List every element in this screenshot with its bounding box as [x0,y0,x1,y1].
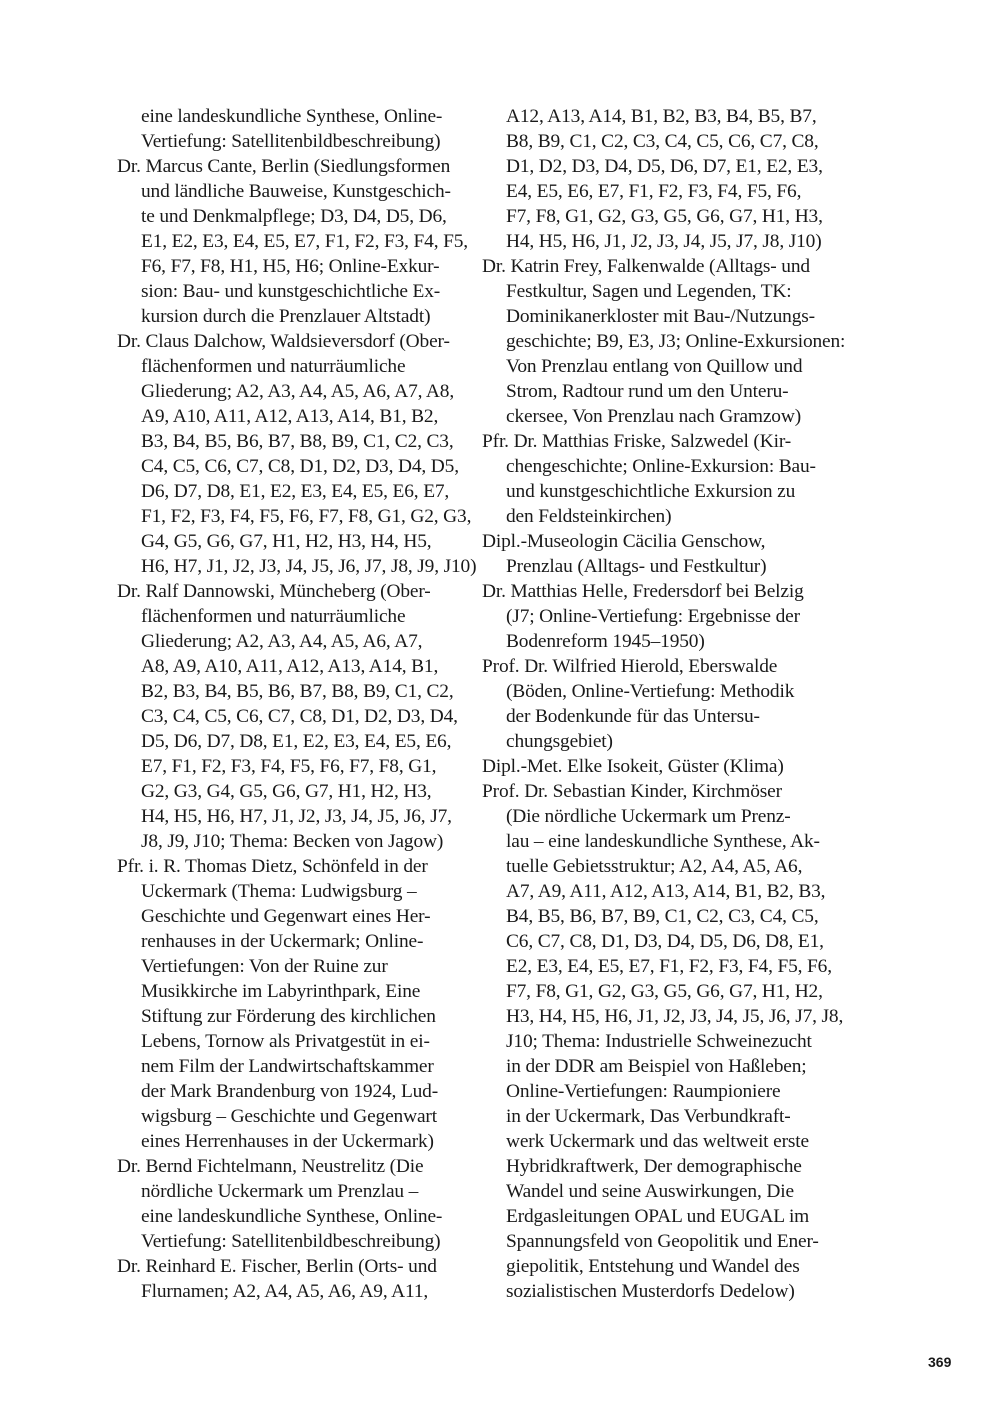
contributor-entry-line: E1, E2, E3, E4, E5, E7, F1, F2, F3, F4, F5, [141,231,468,252]
contributor-entry-line: nördliche Uckermark um Prenzlau – [141,1181,419,1202]
contributor-entry-line: D6, D7, D8, E1, E2, E3, E4, E5, E6, E7, [141,481,450,502]
contributor-entry-line: Von Prenzlau entlang von Quillow und [506,356,803,377]
contributor-entry-start: Prof. Dr. Wilfried Hierold, Eberswalde [482,656,778,677]
contributor-entry-start: Dr. Claus Dalchow, Waldsieversdorf (Ober- [117,331,450,352]
contributor-entry-line: lau – eine landeskundliche Synthese, Ak- [506,831,820,852]
contributor-entry-line: B2, B3, B4, B5, B6, B7, B8, B9, C1, C2, [141,681,454,702]
contributor-entry-start: Dr. Bernd Fichtelmann, Neustrelitz (Die [117,1156,424,1177]
contributor-entry-line: Gliederung; A2, A3, A4, A5, A6, A7, A8, [141,381,455,402]
right-column [482,104,846,1304]
contributor-entry-line: chengeschichte; Online-Exkursion: Bau- [506,456,816,477]
contributor-entry-line: tuelle Gebietsstruktur; A2, A4, A5, A6, [506,856,803,877]
contributor-entry-line: A7, A9, A11, A12, A13, A14, B1, B2, B3, [506,881,826,902]
contributor-entry-line: kursion durch die Prenzlauer Altstadt) [141,306,431,327]
contributor-entry-line: Hybridkraftwerk, Der demographische [506,1156,802,1177]
contributor-entry-line: in der Uckermark, Das Verbundkraft- [506,1106,791,1127]
contributor-entry-line: E2, E3, E4, E5, E7, F1, F2, F3, F4, F5, F6, [506,956,832,977]
contributor-entry-line: D5, D6, D7, D8, E1, E2, E3, E4, E5, E6, [141,731,452,752]
contributor-entry-line: und ländliche Bauweise, Kunstgeschich- [141,181,451,202]
contributor-entry-line: (Die nördliche Uckermark um Prenz- [506,806,791,827]
contributor-entry-line: sozialistischen Musterdorfs Dedelow) [506,1281,795,1302]
contributor-entry-line: E4, E5, E6, E7, F1, F2, F3, F4, F5, F6, [506,181,802,202]
contributor-entry-start: Dr. Marcus Cante, Berlin (Siedlungsformen [117,156,451,177]
contributor-entry-line: te und Denkmalpflege; D3, D4, D5, D6, [141,206,447,227]
contributor-entry-line: E7, F1, F2, F3, F4, F5, F6, F7, F8, G1, [141,756,437,777]
contributor-entry-line: F7, F8, G1, G2, G3, G5, G6, G7, H1, H3, [506,206,823,227]
contributor-entry-line: Geschichte und Gegenwart eines Her- [141,906,431,927]
contributor-entry-line: nem Film der Landwirtschaftskammer [141,1056,434,1077]
contributor-entry-line: Dominikanerkloster mit Bau-/Nutzungs- [506,306,815,327]
contributor-entry-line: A8, A9, A10, A11, A12, A13, A14, B1, [141,656,439,677]
contributor-entry-line: Uckermark (Thema: Ludwigsburg – [141,881,417,902]
contributor-entry-start: Pfr. i. R. Thomas Dietz, Schönfeld in der [117,856,428,877]
contributor-entry-line: F7, F8, G1, G2, G3, G5, G6, G7, H1, H2, [506,981,823,1002]
contributor-entry-line: giepolitik, Entstehung und Wandel des [506,1256,800,1277]
contributor-entry-line: werk Uckermark und das weltweit erste [506,1131,809,1152]
contributor-entry-line: (J7; Online-Vertiefung: Ergebnisse der [506,606,800,627]
contributor-entry-start: Dr. Katrin Frey, Falkenwalde (Alltags- und [482,256,810,277]
contributor-entry-line: H4, H5, H6, H7, J1, J2, J3, J4, J5, J6, J7, [141,806,452,827]
contributor-entry-line: Strom, Radtour rund um den Unteru- [506,381,789,402]
contributor-entry-line: C6, C7, C8, D1, D3, D4, D5, D6, D8, E1, [506,931,824,952]
contributor-entry-line: geschichte; B9, E3, J3; Online-Exkursionen: [506,331,846,352]
contributor-entry-line: wigsburg – Geschichte und Gegenwart [141,1106,437,1127]
contributor-entry-line: B8, B9, C1, C2, C3, C4, C5, C6, C7, C8, [506,131,819,152]
page-number: 369 [928,1354,952,1370]
contributor-entry-line: Prenzlau (Alltags- und Festkultur) [506,556,767,577]
contributor-entry-line: A12, A13, A14, B1, B2, B3, B4, B5, B7, [506,106,817,127]
left-column [117,104,477,1304]
contributor-entry-line: ckersee, Von Prenzlau nach Gramzow) [506,406,802,427]
contributor-entry-line: F1, F2, F3, F4, F5, F6, F7, F8, G1, G2, G3, [141,506,472,527]
contributor-entry-line: Spannungsfeld von Geopolitik und Ener- [506,1231,819,1252]
contributor-entry-line: Vertiefungen: Von der Ruine zur [141,956,388,977]
contributor-entry-line: Festkultur, Sagen und Legenden, TK: [506,281,792,302]
contributor-entry-start: Dipl.-Museologin Cäcilia Genschow, [482,531,766,552]
contributor-entry-line: B3, B4, B5, B6, B7, B8, B9, C1, C2, C3, [141,431,454,452]
contributor-entry-line: Lebens, Tornow als Privatgestüt in ei- [141,1031,430,1052]
contributor-entry-line: und kunstgeschichtliche Exkursion zu [506,481,796,502]
contributor-entry-line: H6, H7, J1, J2, J3, J4, J5, J6, J7, J8, J9, J10) [141,556,477,577]
contributor-entry-start: Pfr. Dr. Matthias Friske, Salzwedel (Kir- [482,431,792,452]
contributor-entry-line: den Feldsteinkirchen) [506,506,672,527]
contributor-entry-line: Gliederung; A2, A3, A4, A5, A6, A7, [141,631,423,652]
contributor-entry-line: renhauses in der Uckermark; Online- [141,931,424,952]
contributor-entry-line: H3, H4, H5, H6, J1, J2, J3, J4, J5, J6, J7, J8, [506,1006,844,1027]
contributor-entry-line: sion: Bau- und kunstgeschichtliche Ex- [141,281,441,302]
contributor-entry-line: F6, F7, F8, H1, H5, H6; Online-Exkur- [141,256,440,277]
contributor-entry-line: C3, C4, C5, C6, C7, C8, D1, D2, D3, D4, [141,706,458,727]
contributor-entry-line: G4, G5, G6, G7, H1, H2, H3, H4, H5, [141,531,432,552]
contributor-entry-line: Vertiefung: Satellitenbildbeschreibung) [141,1231,441,1252]
contributor-entry-line: Bodenreform 1945–1950) [506,631,705,652]
contributor-entry-start: Dr. Matthias Helle, Fredersdorf bei Belzig [482,581,804,602]
contributor-entry-line: der Bodenkunde für das Untersu- [506,706,760,727]
contributor-entry-line: B4, B5, B6, B7, B9, C1, C2, C3, C4, C5, [506,906,819,927]
contributor-entry-start: Dr. Ralf Dannowski, Müncheberg (Ober- [117,581,431,602]
contributor-entry-line: Wandel und seine Auswirkungen, Die [506,1181,794,1202]
contributor-entry-line: Erdgasleitungen OPAL und EUGAL im [506,1206,810,1227]
contributor-entry-line: eine landeskundliche Synthese, Online- [141,106,443,127]
contributor-entry-line: der Mark Brandenburg von 1924, Lud- [141,1081,439,1102]
contributor-entry-line: flächenformen und naturräumliche [141,356,406,377]
contributor-entry-line: Flurnamen; A2, A4, A5, A6, A9, A11, [141,1281,429,1302]
contributor-entry-line: Musikkirche im Labyrinthpark, Eine [141,981,421,1002]
contributor-entry-start: Dr. Reinhard E. Fischer, Berlin (Orts- und [117,1256,437,1277]
contributor-entry-line: (Böden, Online-Vertiefung: Methodik [506,681,795,702]
contributor-entry-line: A9, A10, A11, A12, A13, A14, B1, B2, [141,406,439,427]
contributor-entry-line: J10; Thema: Industrielle Schweinezucht [506,1031,812,1052]
contributor-entry-line: C4, C5, C6, C7, C8, D1, D2, D3, D4, D5, [141,456,459,477]
contributor-entry-line: Vertiefung: Satellitenbildbeschreibung) [141,131,441,152]
contributor-entry-line: eines Herrenhauses in der Uckermark) [141,1131,434,1152]
contributor-entry-start: Prof. Dr. Sebastian Kinder, Kirchmöser [482,781,782,802]
contributor-entry-line: H4, H5, H6, J1, J2, J3, J4, J5, J7, J8, J10) [506,231,822,252]
contributor-entry-line: Online-Vertiefungen: Raumpioniere [506,1081,781,1102]
contributor-entry-line: in der DDR am Beispiel von Haßleben; [506,1056,807,1077]
contributor-entry-line: Stiftung zur Förderung des kirchlichen [141,1006,436,1027]
contributor-entry-line: flächenformen und naturräumliche [141,606,406,627]
contributor-entry-line: chungsgebiet) [506,731,613,752]
contributor-entry-line: G2, G3, G4, G5, G6, G7, H1, H2, H3, [141,781,432,802]
contributor-entry-line: D1, D2, D3, D4, D5, D6, D7, E1, E2, E3, [506,156,823,177]
contributor-entry-line: J8, J9, J10; Thema: Becken von Jagow) [141,831,444,852]
contributor-entry-line: eine landeskundliche Synthese, Online- [141,1206,443,1227]
contributor-entry-start: Dipl.-Met. Elke Isokeit, Güster (Klima) [482,756,784,777]
